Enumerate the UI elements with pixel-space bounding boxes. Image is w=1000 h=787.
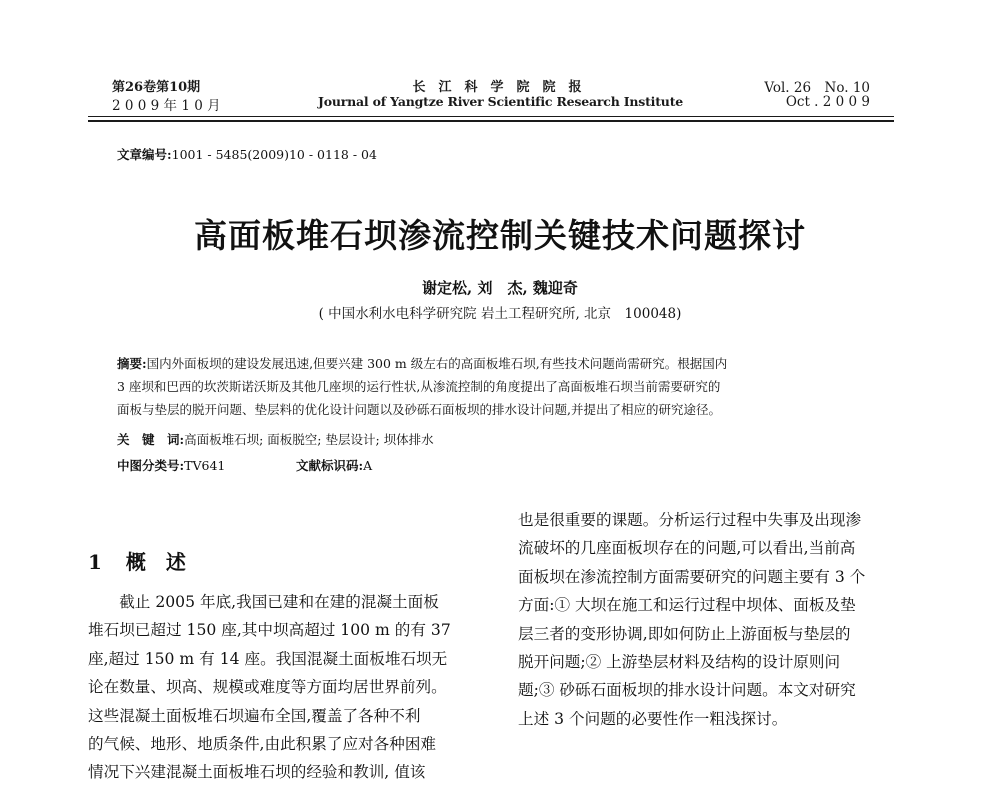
section-title: 概 述 — [125, 550, 186, 574]
article-number — [117, 145, 377, 163]
right-line-1: 也是很重要的课题。分析运行过程中失事及出现渗 — [518, 511, 862, 529]
right-line-8: 上述 3 个问题的必要性作一粗浅探讨。 — [518, 709, 788, 728]
header-date-en: Oct . 2 0 0 9 — [785, 94, 870, 110]
left-line-7: 情况下兴建混凝土面板堆石坝的经验和教训, 值该 — [88, 763, 426, 782]
section-heading — [88, 546, 186, 575]
abstract-line-1: 摘要:国内外面板坝的建设发展迅速,但要兴建 300 m 级左右的高面板堆石坝,有些技术问题尚需研究。根据国内 — [117, 356, 728, 371]
left-line-5: 这些混凝土面板堆石坝遍布全国,覆盖了各种不利 — [88, 706, 421, 725]
right-line-6: 脱开问题;② 上游垫层材料及结构的设计原则问 — [518, 653, 841, 672]
clc-label: 中图分类号: — [117, 458, 185, 473]
right-line-4: 方面:① 大坝在施工和运行过程中坝体、面板及垫 — [518, 596, 856, 615]
abstract-line-3: 面板与垫层的脱开问题、垫层料的优化设计问题以及砂砾石面板坝的排水设计问题,并提出了相应的研究途径。 — [117, 402, 721, 417]
left-line-1: 截止 2005 年底,我国已建和在建的混凝土面板 — [119, 593, 439, 611]
header-issue: 第26卷第10期 — [112, 80, 201, 95]
classification — [117, 454, 225, 477]
doc-code-value: A — [363, 458, 373, 473]
abstract-label: 摘要: — [117, 356, 147, 371]
keywords — [117, 428, 434, 451]
document-code — [296, 454, 372, 477]
left-line-2: 堆石坝已超过 150 座,其中坝高超过 100 m 的有 37 — [88, 621, 451, 640]
article-number-value: 1001 - 5485(2009)10 - 0118 - 04 — [171, 147, 377, 162]
header-journal-en: Journal of Yangtze River Scientific Research Institute — [318, 94, 684, 109]
header-journal-cn: 长 江 科 学 院 院 报 — [412, 80, 582, 95]
left-column — [88, 588, 486, 787]
left-line-3: 座,超过 150 m 有 14 座。我国混凝土面板堆石坝无 — [88, 649, 448, 668]
right-line-5: 层三者的变形协调,即如何防止上游面板与垫层的 — [518, 624, 851, 643]
header-date-cn: 2 0 0 9 年 1 0 月 — [112, 98, 221, 114]
right-column — [518, 506, 914, 733]
header-rule-thick — [88, 120, 894, 122]
doc-code-label: 文献标识码: — [296, 458, 364, 473]
clc-value: TV641 — [184, 458, 226, 473]
authors: 谢定松, 刘 杰, 魏迎奇 — [422, 279, 578, 297]
section-number: 1 — [88, 550, 102, 574]
left-line-6: 的气候、地形、地质条件,由此积累了应对各种困难 — [88, 735, 437, 754]
left-line-4: 论在数量、坝高、规模或难度等方面均居世界前列。 — [88, 678, 447, 697]
keywords-label: 关 键 词: — [117, 432, 185, 447]
affiliation: ( 中国水利水电科学研究院 岩土工程研究所, 北京 100048) — [318, 306, 682, 322]
paper-title: 高面板堆石坝渗流控制关键技术问题探讨 — [194, 216, 806, 255]
right-line-2: 流破坏的几座面板坝存在的问题,可以看出,当前高 — [518, 539, 856, 558]
right-line-7: 题;③ 砂砾石面板坝的排水设计问题。本文对研究 — [518, 681, 856, 700]
header-rule-thin — [88, 116, 894, 117]
abstract-line-2: 3 座坝和巴西的坎茨斯诺沃斯及其他几座坝的运行性状,从渗流控制的角度提出了高面板堆石坝当前需要研究的 — [117, 379, 721, 394]
article-number-label: 文章编号: — [117, 147, 172, 162]
header-volume: Vol. 26 No. 10 — [764, 80, 870, 96]
keywords-value: 高面板堆石坝; 面板脱空; 垫层设计; 坝体排水 — [184, 432, 434, 447]
abstract — [117, 352, 727, 421]
right-line-3: 面板坝在渗流控制方面需要研究的问题主要有 3 个 — [518, 567, 866, 586]
